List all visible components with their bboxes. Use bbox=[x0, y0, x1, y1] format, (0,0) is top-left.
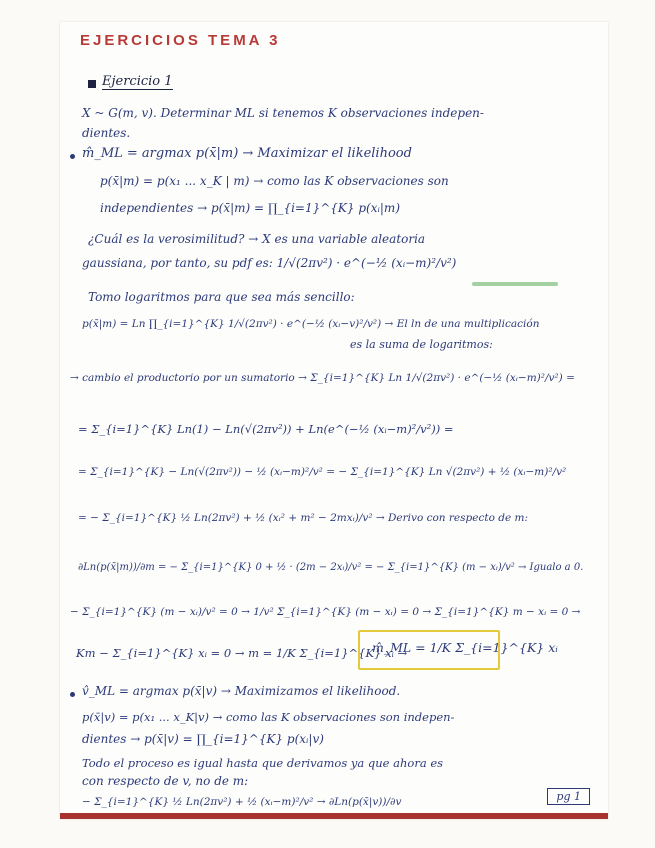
text-line: Tomo logaritmos para que sea más sencillo: bbox=[88, 290, 355, 304]
text-line: dientes. bbox=[82, 126, 131, 140]
exercise-heading: Ejercicio 1 bbox=[102, 74, 173, 89]
text-line: con respecto de v, no de m: bbox=[82, 774, 249, 788]
text-line: = Σ_{i=1}^{K} − Ln(√(2πv²)) − ½ (xᵢ−m)²/v² = − Σ_{i=1}^{K} Ln √(2πv²) + ½ (xᵢ−m)²/v² bbox=[78, 466, 567, 478]
text-line: − Σ_{i=1}^{K} ½ Ln(2πv²) + ½ (xᵢ−m)²/v² → ∂Ln(p(x̄|v))/∂v bbox=[82, 796, 402, 808]
page-bottom-border bbox=[60, 813, 608, 819]
text-line: Km − Σ_{i=1}^{K} xᵢ = 0 → m = 1/K Σ_{i=1}^{K} xᵢ → bbox=[76, 646, 408, 660]
text-line: p(x̄|m) = Ln ∏_{i=1}^{K} 1/√(2πv²) · e^(−½ (xᵢ−v)²/v²) → El ln de una multiplicación bbox=[82, 318, 540, 330]
text-line: v̂_ML = argmax p(x̄|v) → Maximizamos el likelihood. bbox=[82, 684, 401, 698]
bullet-dot-icon bbox=[70, 692, 75, 697]
notebook-page bbox=[60, 22, 608, 819]
text-line: m̂_ML = argmax p(x̄|m) → Maximizar el likelihood bbox=[82, 146, 412, 161]
page-number: pg 1 bbox=[547, 788, 590, 805]
text-line: ¿Cuál es la verosimilitud? → X es una variable aleatoria bbox=[88, 232, 426, 246]
text-line: ∂Ln(p(x̄|m))/∂m = − Σ_{i=1}^{K} 0 + ½ · (2m − 2xᵢ)/v² = − Σ_{i=1}^{K} (m − xᵢ)/v² → Igualo a 0. bbox=[78, 562, 584, 573]
text-line: − Σ_{i=1}^{K} (m − xᵢ)/v² = 0 → 1/v² Σ_{i=1}^{K} (m − xᵢ) = 0 → Σ_{i=1}^{K} m − xᵢ = 0 → bbox=[70, 606, 581, 618]
text-line: independientes → p(x̄|m) = ∏_{i=1}^{K} p(xᵢ|m) bbox=[100, 201, 400, 215]
result-formula: m̂_ML = 1/K Σ_{i=1}^{K} xᵢ bbox=[372, 640, 558, 655]
text-line: X ~ G(m, v). Determinar ML si tenemos K observaciones indepen- bbox=[82, 106, 484, 120]
text-line: → cambio el productorio por un sumatorio → Σ_{i=1}^{K} Ln 1/√(2πv²) · e^(−½ (xᵢ−m)²/v²) = bbox=[70, 372, 575, 384]
text-line: = − Σ_{i=1}^{K} ½ Ln(2πv²) + ½ (xᵢ² + m² − 2mxᵢ)/v² → Derivo con respecto de m: bbox=[78, 512, 528, 524]
page-title: EJERCICIOS TEMA 3 bbox=[80, 32, 281, 49]
text-line: es la suma de logaritmos: bbox=[350, 338, 493, 351]
green-highlight bbox=[472, 282, 558, 286]
text-line: = Σ_{i=1}^{K} Ln(1) − Ln(√(2πv²)) + Ln(e^(−½ (xᵢ−m)²/v²)) = bbox=[78, 422, 454, 436]
text-line: dientes → p(x̄|v) = ∏_{i=1}^{K} p(xᵢ|v) bbox=[82, 732, 324, 746]
text-line: p(x̄|v) = p(x₁ ... x_K|v) → como las K observaciones son indepen- bbox=[82, 710, 455, 724]
text-line: p(x̄|m) = p(x₁ ... x_K | m) → como las K observaciones son bbox=[100, 174, 449, 188]
text-line: Todo el proceso es igual hasta que derivamos ya que ahora es bbox=[82, 756, 444, 770]
text-line: gaussiana, por tanto, su pdf es: 1/√(2πv²) · e^(−½ (xᵢ−m)²/v²) bbox=[82, 256, 457, 270]
bullet-dot-icon bbox=[70, 154, 75, 159]
bullet-square-icon bbox=[88, 80, 96, 88]
